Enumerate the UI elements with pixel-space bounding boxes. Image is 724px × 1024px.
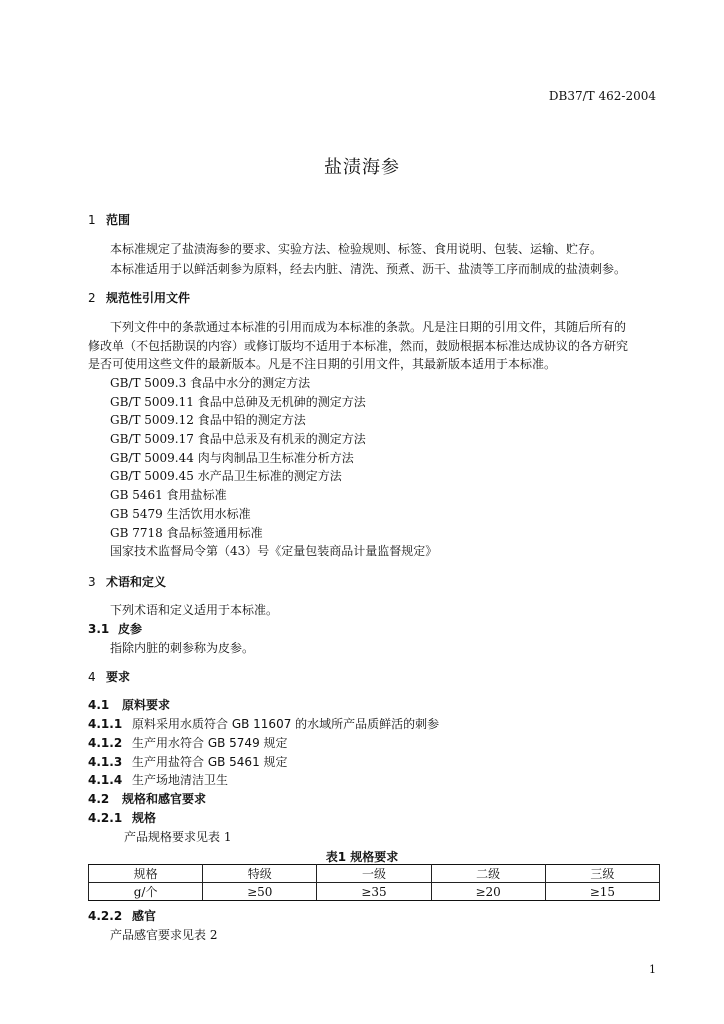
clause-title: 感官 xyxy=(132,909,157,923)
paragraph: 指除内脏的刺参称为皮参。 xyxy=(110,641,255,655)
clause-text: 生产用盐符合 GB 5461 规定 xyxy=(132,755,288,769)
table-header-row xyxy=(89,865,660,883)
table-cell: g/个 xyxy=(89,883,203,901)
clause-number: 4.1.4 xyxy=(88,773,123,787)
paragraph-line: 修改单（不包括勘误的内容）或修订版均不适用于本标准，然而，鼓励根据本标准达成协议的各方研究 xyxy=(88,339,629,353)
paragraph-line: 是否可使用这些文件的最新版本。凡是不注日期的引用文件，其最新版本适用于本标准。 xyxy=(88,357,557,371)
subsection-title: 规格和感官要求 xyxy=(122,792,207,806)
subsection-title: 皮参 xyxy=(118,622,143,636)
table-cell: ≥35 xyxy=(317,883,431,901)
clause-number: 4.2.1 xyxy=(88,811,123,825)
section-1-heading xyxy=(88,211,130,228)
reference-item: GB 7718 食品标签通用标准 xyxy=(110,526,263,540)
table-header-cell: 一级 xyxy=(317,865,431,883)
reference-item: GB/T 5009.44 肉与肉制品卫生标准分析方法 xyxy=(110,451,354,465)
paragraph-line: 下列文件中的条款通过本标准的引用而成为本标准的条款。凡是注日期的引用文件，其随后所有的 xyxy=(110,320,627,334)
table-header-cell: 二级 xyxy=(431,865,545,883)
clause-4-1-4 xyxy=(88,771,228,788)
section-3-heading xyxy=(88,573,166,590)
clause-4-1-1 xyxy=(88,715,439,732)
section-number: 2 xyxy=(88,291,96,305)
reference-item: GB/T 5009.45 水产品卫生标准的测定方法 xyxy=(110,469,342,483)
clause-title: 规格 xyxy=(132,811,157,825)
reference-item: GB 5479 生活饮用水标准 xyxy=(110,507,251,521)
clause-number: 4.2.2 xyxy=(88,909,123,923)
table-header-cell: 三级 xyxy=(545,865,659,883)
table-header-cell: 特级 xyxy=(203,865,317,883)
spec-table xyxy=(88,864,660,901)
paragraph: 产品感官要求见表 2 xyxy=(110,928,218,942)
document-title: 盐渍海参 xyxy=(324,157,400,178)
section-title: 术语和定义 xyxy=(106,575,167,589)
section-title: 规范性引用文件 xyxy=(106,291,191,305)
subsection-number: 3.1 xyxy=(88,622,110,636)
clause-4-2-2-heading xyxy=(88,907,156,924)
section-2-heading xyxy=(88,289,190,306)
subsection-4-2-heading xyxy=(88,790,206,807)
clause-number: 4.1.1 xyxy=(88,717,123,731)
paragraph: 产品规格要求见表 1 xyxy=(124,830,232,844)
section-4-heading xyxy=(88,668,130,685)
table-cell: ≥15 xyxy=(545,883,659,901)
section-title: 范围 xyxy=(106,213,131,227)
section-number: 1 xyxy=(88,213,96,227)
clause-4-1-3 xyxy=(88,753,288,770)
section-number: 4 xyxy=(88,670,96,684)
table-cell: ≥20 xyxy=(431,883,545,901)
reference-item: GB/T 5009.3 食品中水分的测定方法 xyxy=(110,376,311,390)
clause-4-1-2 xyxy=(88,734,288,751)
clause-4-2-1-heading xyxy=(88,809,156,826)
clause-number: 4.1.2 xyxy=(88,736,123,750)
paragraph: 本标准适用于以鲜活刺参为原料，经去内脏、清洗、预煮、沥干、盐渍等工序而制成的盐渍刺参。 xyxy=(110,262,627,276)
table-row xyxy=(89,883,660,901)
section-number: 3 xyxy=(88,575,96,589)
table-caption: 表1 规格要求 xyxy=(325,850,399,864)
subsection-number: 4.2 xyxy=(88,792,110,806)
reference-item: 国家技术监督局令第（43）号《定量包装商品计量监督规定》 xyxy=(110,544,438,558)
section-title: 要求 xyxy=(106,670,131,684)
table-cell: ≥50 xyxy=(203,883,317,901)
clause-text: 原料采用水质符合 GB 11607 的水域所产品质鲜活的刺参 xyxy=(132,717,440,731)
reference-item: GB/T 5009.11 食品中总砷及无机砷的测定方法 xyxy=(110,395,366,409)
standard-code: DB37/T 462-2004 xyxy=(548,89,656,103)
paragraph: 本标准规定了盐渍海参的要求、实验方法、检验规则、标签、食用说明、包装、运输、贮存。 xyxy=(110,242,603,256)
clause-number: 4.1.3 xyxy=(88,755,123,769)
subsection-3-1-heading xyxy=(88,620,142,637)
reference-item: GB/T 5009.12 食品中铅的测定方法 xyxy=(110,413,306,427)
clause-text: 生产用水符合 GB 5749 规定 xyxy=(132,736,288,750)
subsection-4-1-heading xyxy=(88,696,170,713)
reference-item: GB 5461 食用盐标准 xyxy=(110,488,227,502)
clause-text: 生产场地清洁卫生 xyxy=(132,773,229,787)
reference-item: GB/T 5009.17 食品中总汞及有机汞的测定方法 xyxy=(110,432,366,446)
page-number: 1 xyxy=(649,963,656,976)
table-header-cell: 规格 xyxy=(89,865,203,883)
paragraph: 下列术语和定义适用于本标准。 xyxy=(110,603,279,617)
subsection-number: 4.1 xyxy=(88,698,110,712)
subsection-title: 原料要求 xyxy=(122,698,171,712)
